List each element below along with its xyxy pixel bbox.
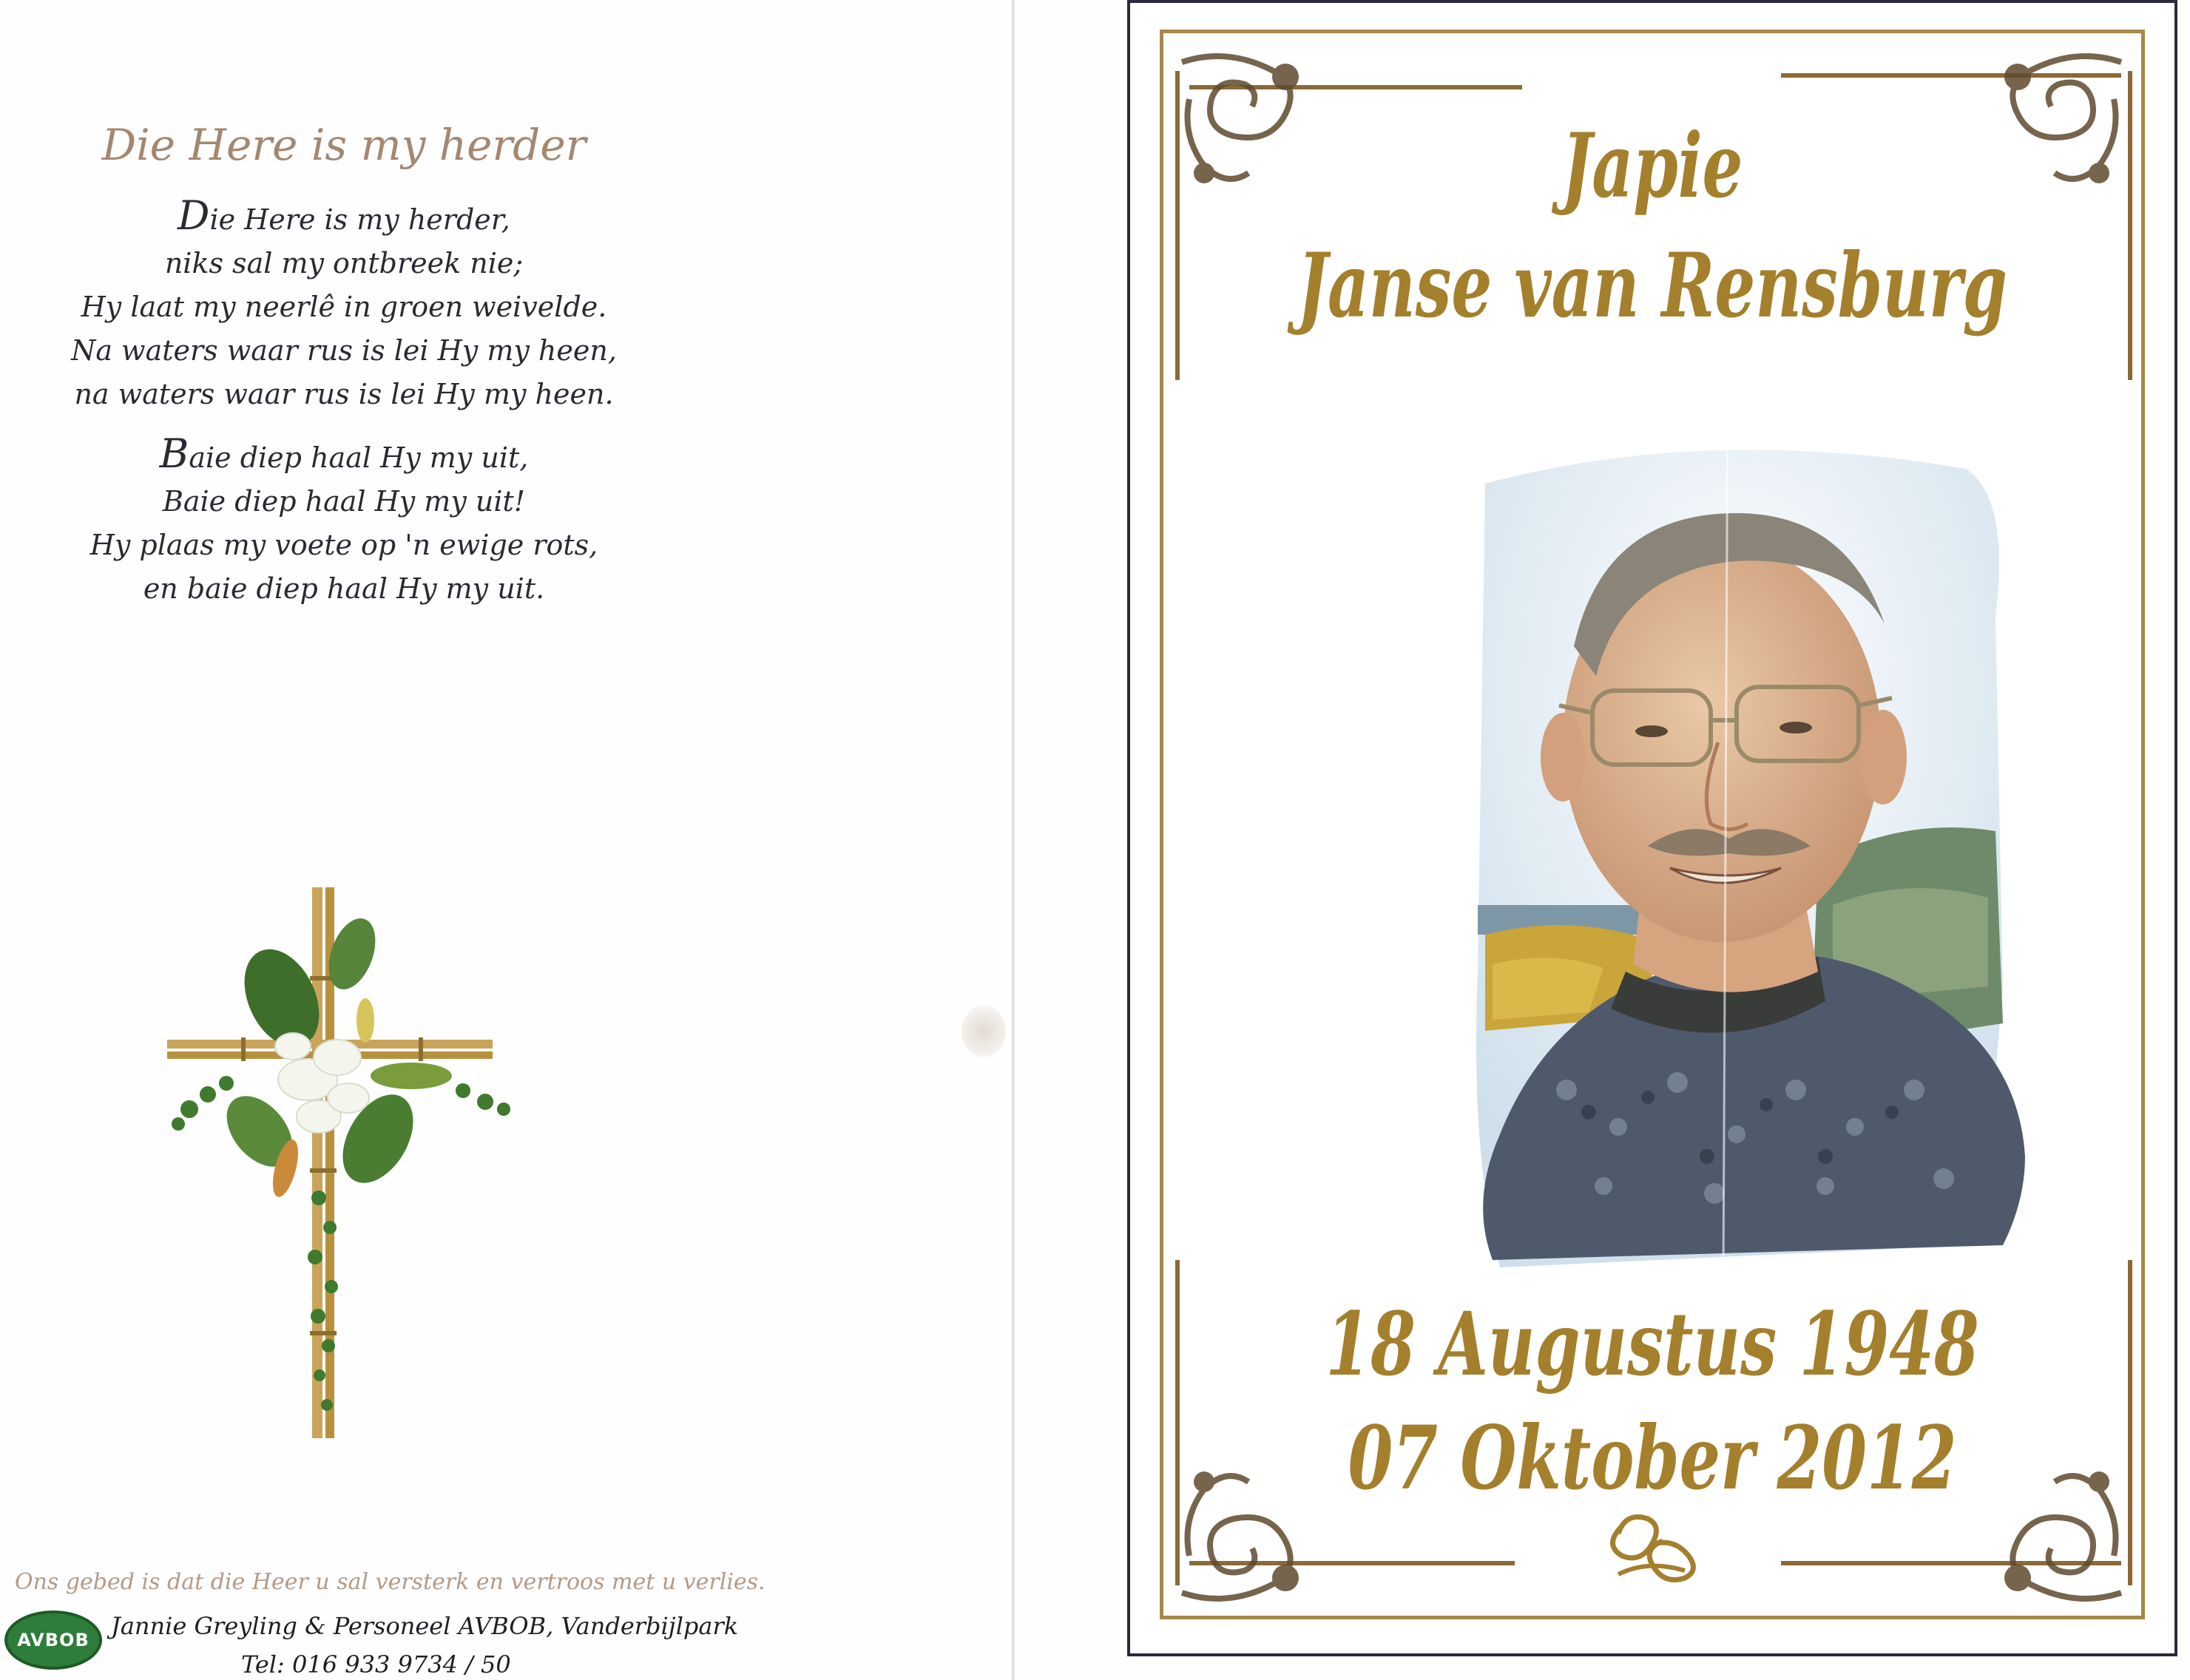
psalm-line: Hy plaas my voete op 'n ewige rots,: [89, 529, 598, 561]
floral-cross-image: [167, 887, 537, 1449]
left-panel: [0, 0, 1015, 1680]
deceased-surname: Janse van Rensburg: [1297, 234, 2007, 338]
psalm-line: Hy laat my neerlê in groen weivelde.: [81, 291, 607, 323]
paper-smudge: [961, 1006, 1006, 1057]
psalm-title: Die Here is my herder: [101, 120, 587, 170]
psalm-stanza-1: [0, 194, 688, 416]
psalm-line: niks sal my ontbreek nie;: [164, 247, 524, 280]
prayer-line: Ons gebed is dat die Heer u sal versterk en vertroos met u verlies.: [15, 1569, 766, 1595]
psalm-line: Baie diep haal Hy my uit!: [162, 485, 526, 518]
undertaker-phone: Tel: 016 933 9734 / 50: [241, 1650, 511, 1679]
fold-line: [1012, 0, 1015, 1680]
psalm-line: na waters waar rus is lei Hy my heen.: [74, 378, 614, 410]
psalm-line: en baie diep haal Hy my uit.: [143, 572, 545, 605]
date-of-death: 07 Oktober 2012: [1348, 1406, 1957, 1509]
flourish-ornament: [1603, 1504, 1700, 1585]
psalm-stanza-2: [0, 432, 688, 611]
portrait-photo: [1382, 387, 2077, 1275]
right-panel: [1127, 0, 2177, 1656]
psalm-line: Die Here is my herder,: [178, 192, 510, 239]
date-of-birth: 18 Augustus 1948: [1325, 1293, 1979, 1395]
deceased-first-name: Japie: [1561, 114, 1743, 218]
psalm-line: Baie diep haal Hy my uit,: [159, 430, 529, 477]
avbob-logo: [4, 1610, 102, 1670]
undertaker-name: Jannie Greyling & Personeel AVBOB, Vanderbijlpark: [111, 1612, 739, 1640]
avbob-logo-text: AVBOB: [17, 1630, 89, 1650]
psalm-line: Na waters waar rus is lei Hy my heen,: [71, 334, 617, 367]
